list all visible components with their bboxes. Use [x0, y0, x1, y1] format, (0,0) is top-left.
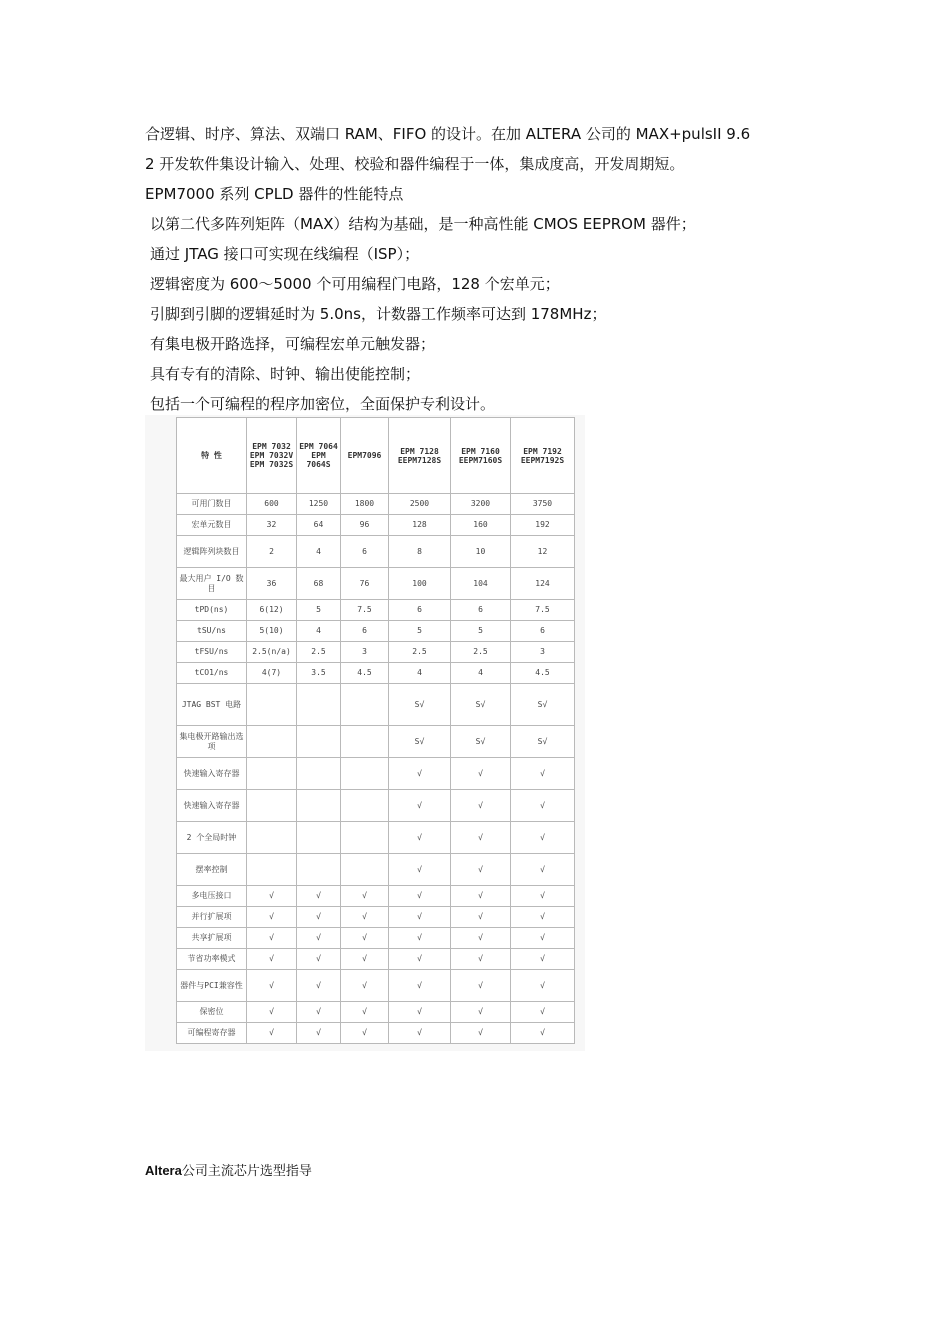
row-value-cell	[247, 790, 297, 822]
row-value-cell: 12	[511, 536, 575, 568]
row-value-cell: √	[389, 822, 451, 854]
row-value-cell	[247, 684, 297, 726]
row-value-cell: 3	[511, 642, 575, 663]
row-value-cell: √	[389, 1023, 451, 1044]
row-value-cell: √	[389, 1002, 451, 1023]
row-value-cell	[341, 726, 389, 758]
row-value-cell: 5	[389, 621, 451, 642]
row-value-cell: S√	[389, 684, 451, 726]
row-value-cell: 5(10)	[247, 621, 297, 642]
row-value-cell: 6(12)	[247, 600, 297, 621]
row-feature-cell: 可用门数目	[177, 494, 247, 515]
row-value-cell: √	[297, 886, 341, 907]
row-value-cell	[297, 822, 341, 854]
row-feature-cell: tCO1/ns	[177, 663, 247, 684]
row-value-cell	[247, 726, 297, 758]
footer-title	[145, 1162, 312, 1181]
row-value-cell: √	[297, 907, 341, 928]
row-value-cell: √	[451, 949, 511, 970]
row-feature-cell: 最大用户 I/O 数目	[177, 568, 247, 600]
row-value-cell: S√	[511, 684, 575, 726]
row-value-cell: 6	[341, 536, 389, 568]
row-value-cell: 3.5	[297, 663, 341, 684]
table-row	[177, 642, 575, 663]
row-feature-cell: 集电极开路输出选项	[177, 726, 247, 758]
row-value-cell: √	[389, 970, 451, 1002]
row-value-cell: 4	[297, 621, 341, 642]
table-row	[177, 1002, 575, 1023]
row-feature-cell: 并行扩展项	[177, 907, 247, 928]
table-row	[177, 854, 575, 886]
row-value-cell: S√	[511, 726, 575, 758]
row-value-cell: √	[511, 822, 575, 854]
row-value-cell: √	[341, 886, 389, 907]
row-value-cell: S√	[451, 726, 511, 758]
intro-line-1: 合逻辑、时序、算法、双端口 RAM、FIFO 的设计。在加 ALTERA 公司的 MAX+pulsII 9.6	[145, 125, 751, 143]
row-value-cell: 4	[451, 663, 511, 684]
section-heading: EPM7000 系列 CPLD 器件的性能特点	[145, 185, 404, 203]
feature-item: 逻辑密度为 600～5000 个可用编程门电路，128 个宏单元；	[150, 275, 560, 293]
row-value-cell: √	[341, 949, 389, 970]
row-value-cell: √	[511, 949, 575, 970]
feature-item: 引脚到引脚的逻辑延时为 5.0ns，计数器工作频率可达到 178MHz；	[150, 305, 607, 323]
row-value-cell: 104	[451, 568, 511, 600]
row-feature-cell: 可编程寄存器	[177, 1023, 247, 1044]
row-value-cell: √	[451, 928, 511, 949]
row-value-cell: √	[389, 758, 451, 790]
row-value-cell: √	[341, 1023, 389, 1044]
row-value-cell: √	[451, 886, 511, 907]
row-feature-cell: 节省功率模式	[177, 949, 247, 970]
row-value-cell: √	[451, 1023, 511, 1044]
row-value-cell	[341, 758, 389, 790]
row-value-cell	[341, 854, 389, 886]
row-value-cell: √	[511, 1002, 575, 1023]
row-feature-cell: 共享扩展项	[177, 928, 247, 949]
row-feature-cell: 宏单元数目	[177, 515, 247, 536]
row-value-cell: 192	[511, 515, 575, 536]
row-value-cell	[297, 854, 341, 886]
row-value-cell: 4	[297, 536, 341, 568]
table-row	[177, 515, 575, 536]
row-value-cell: √	[451, 970, 511, 1002]
row-value-cell: √	[247, 1023, 297, 1044]
row-feature-cell: tPD(ns)	[177, 600, 247, 621]
row-value-cell: 7.5	[511, 600, 575, 621]
header-epm7160: EPM 7160 EEPM7160S	[451, 418, 511, 494]
header-epm7096: EPM7096	[341, 418, 389, 494]
header-epm7032: EPM 7032 EPM 7032V EPM 7032S	[247, 418, 297, 494]
row-value-cell: √	[341, 928, 389, 949]
row-feature-cell: 多电压接口	[177, 886, 247, 907]
table-row	[177, 726, 575, 758]
row-value-cell: √	[451, 822, 511, 854]
table-row	[177, 949, 575, 970]
row-value-cell: 7.5	[341, 600, 389, 621]
row-value-cell: 2.5	[451, 642, 511, 663]
row-value-cell: √	[451, 790, 511, 822]
row-value-cell: √	[451, 854, 511, 886]
table-row	[177, 600, 575, 621]
row-value-cell: √	[511, 790, 575, 822]
row-value-cell: √	[297, 928, 341, 949]
row-value-cell: 124	[511, 568, 575, 600]
row-value-cell	[297, 758, 341, 790]
row-value-cell: 6	[511, 621, 575, 642]
row-value-cell	[341, 684, 389, 726]
row-value-cell: √	[511, 758, 575, 790]
row-value-cell: √	[511, 886, 575, 907]
row-feature-cell: JTAG BST 电路	[177, 684, 247, 726]
row-value-cell: 6	[451, 600, 511, 621]
row-value-cell: S√	[389, 726, 451, 758]
row-feature-cell: 保密位	[177, 1002, 247, 1023]
row-value-cell: 4.5	[341, 663, 389, 684]
row-feature-cell: 器件与PCI兼容性	[177, 970, 247, 1002]
row-value-cell: 1250	[297, 494, 341, 515]
feature-item: 有集电极开路选择，可编程宏单元触发器；	[150, 335, 436, 353]
header-epm7064: EPM 7064 EPM 7064S	[297, 418, 341, 494]
table-row	[177, 663, 575, 684]
row-value-cell: √	[511, 907, 575, 928]
row-value-cell: 2.5(n/a)	[247, 642, 297, 663]
row-value-cell: 6	[341, 621, 389, 642]
row-value-cell: √	[389, 949, 451, 970]
row-value-cell: √	[389, 790, 451, 822]
row-feature-cell: tSU/ns	[177, 621, 247, 642]
row-value-cell: S√	[451, 684, 511, 726]
row-value-cell: √	[247, 886, 297, 907]
table-row	[177, 907, 575, 928]
row-value-cell: 1800	[341, 494, 389, 515]
row-value-cell: √	[247, 949, 297, 970]
row-value-cell: 3750	[511, 494, 575, 515]
row-value-cell: √	[451, 1002, 511, 1023]
table-row	[177, 1023, 575, 1044]
row-value-cell	[297, 726, 341, 758]
row-value-cell	[247, 822, 297, 854]
intro-line-2: 2 开发软件集设计输入、处理、校验和器件编程于一体，集成度高，开发周期短。	[145, 155, 685, 173]
header-feature: 特 性	[177, 418, 247, 494]
row-feature-cell: 摆率控制	[177, 854, 247, 886]
table-row	[177, 970, 575, 1002]
row-value-cell: 2500	[389, 494, 451, 515]
row-feature-cell: 2 个全局时钟	[177, 822, 247, 854]
row-value-cell: √	[247, 928, 297, 949]
row-value-cell: 36	[247, 568, 297, 600]
row-feature-cell: 逻辑阵列块数目	[177, 536, 247, 568]
feature-item: 通过 JTAG 接口可实现在线编程（ISP）；	[150, 245, 420, 263]
table-row	[177, 621, 575, 642]
row-value-cell: √	[247, 907, 297, 928]
row-value-cell	[297, 684, 341, 726]
row-value-cell: √	[511, 1023, 575, 1044]
row-value-cell: 76	[341, 568, 389, 600]
row-value-cell: √	[389, 854, 451, 886]
row-value-cell: √	[247, 1002, 297, 1023]
header-epm7192: EPM 7192 EEPM7192S	[511, 418, 575, 494]
row-value-cell: 8	[389, 536, 451, 568]
device-comparison-figure	[145, 415, 585, 1051]
row-value-cell: 4(7)	[247, 663, 297, 684]
row-value-cell: √	[451, 758, 511, 790]
row-value-cell: √	[511, 970, 575, 1002]
row-value-cell: √	[511, 854, 575, 886]
row-value-cell: √	[341, 970, 389, 1002]
row-feature-cell: 快速输入寄存器	[177, 758, 247, 790]
device-comparison-table	[176, 417, 575, 1044]
row-value-cell: 2.5	[297, 642, 341, 663]
row-value-cell: 4.5	[511, 663, 575, 684]
row-value-cell: 96	[341, 515, 389, 536]
feature-item: 以第二代多阵列矩阵（MAX）结构为基础，是一种高性能 CMOS EEPROM 器件；	[150, 215, 696, 233]
table-row	[177, 928, 575, 949]
row-value-cell: √	[389, 928, 451, 949]
row-value-cell: 3	[341, 642, 389, 663]
row-value-cell: √	[297, 949, 341, 970]
row-value-cell: 10	[451, 536, 511, 568]
footer-brand: Altera	[145, 1163, 182, 1178]
row-value-cell	[341, 790, 389, 822]
table-row	[177, 568, 575, 600]
row-value-cell: √	[247, 970, 297, 1002]
row-value-cell: √	[341, 1002, 389, 1023]
header-epm7128: EPM 7128 EEPM7128S	[389, 418, 451, 494]
row-value-cell: 3200	[451, 494, 511, 515]
row-value-cell: √	[451, 907, 511, 928]
row-value-cell	[341, 822, 389, 854]
row-value-cell: √	[389, 907, 451, 928]
row-value-cell	[247, 854, 297, 886]
row-value-cell: 600	[247, 494, 297, 515]
table-row	[177, 886, 575, 907]
row-value-cell: √	[297, 1023, 341, 1044]
row-value-cell: 6	[389, 600, 451, 621]
row-value-cell: 68	[297, 568, 341, 600]
row-feature-cell: tFSU/ns	[177, 642, 247, 663]
table-header-row	[177, 418, 575, 494]
table-row	[177, 822, 575, 854]
row-value-cell: 4	[389, 663, 451, 684]
table-row	[177, 536, 575, 568]
row-value-cell: √	[389, 886, 451, 907]
row-value-cell: √	[297, 1002, 341, 1023]
row-value-cell	[297, 790, 341, 822]
row-value-cell: 2.5	[389, 642, 451, 663]
table-row	[177, 494, 575, 515]
table-row	[177, 790, 575, 822]
row-value-cell: 100	[389, 568, 451, 600]
feature-item: 具有专有的清除、时钟、输出使能控制；	[150, 365, 421, 383]
row-value-cell: √	[341, 907, 389, 928]
row-value-cell: 160	[451, 515, 511, 536]
row-value-cell	[247, 758, 297, 790]
footer-text: 公司主流芯片选型指导	[181, 1164, 312, 1179]
feature-item: 包括一个可编程的程序加密位，全面保护专利设计。	[150, 395, 496, 413]
row-value-cell: √	[297, 970, 341, 1002]
row-value-cell: 64	[297, 515, 341, 536]
row-value-cell: √	[511, 928, 575, 949]
row-value-cell: 5	[297, 600, 341, 621]
row-value-cell: 32	[247, 515, 297, 536]
row-value-cell: 2	[247, 536, 297, 568]
row-value-cell: 5	[451, 621, 511, 642]
table-row	[177, 684, 575, 726]
row-value-cell: 128	[389, 515, 451, 536]
row-feature-cell: 快速输入寄存器	[177, 790, 247, 822]
table-row	[177, 758, 575, 790]
